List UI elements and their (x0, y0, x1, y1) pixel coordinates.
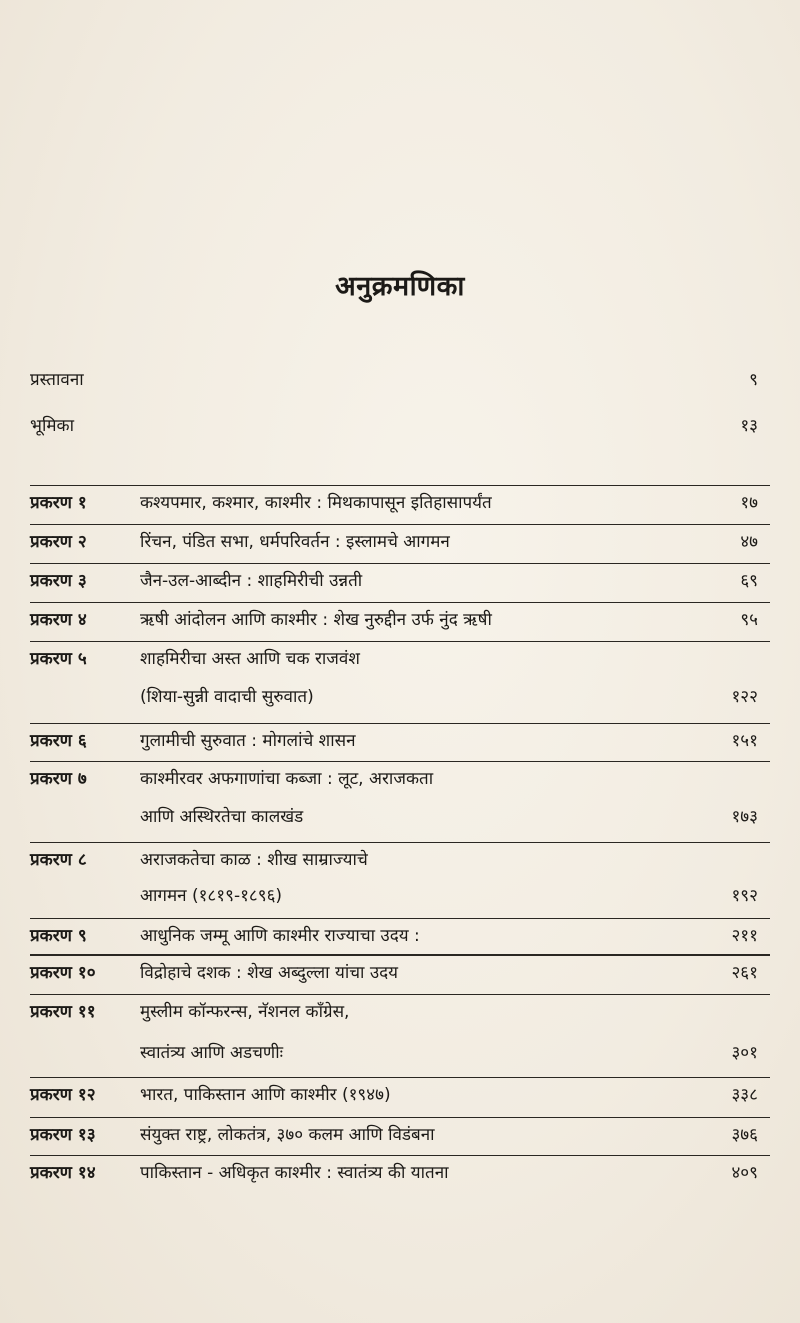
chapter-page: १७३ (731, 807, 758, 827)
chapter-page: ४०९ (731, 1163, 758, 1183)
chapter-page: ६९ (740, 571, 758, 591)
chapter-label: प्रकरण २ (30, 532, 87, 552)
toc-entry-chapter-10 (30, 954, 770, 990)
chapter-title: कश्यपमार, कश्मार, काश्मीर : मिथकापासून इतिहासापर्यंत (140, 493, 492, 513)
chapter-title: मुस्लीम कॉन्फरन्स, नॅशनल कॉंग्रेस, (140, 1002, 350, 1022)
toc-entry-preface (30, 363, 770, 397)
toc-entry-chapter-8-cont (30, 879, 770, 913)
chapter-page: ४७ (740, 532, 758, 552)
toc-entry-chapter-12 (30, 1077, 770, 1112)
chapter-label: प्रकरण १२ (30, 1085, 96, 1105)
toc-entry-chapter-11-cont (30, 1036, 770, 1070)
toc-entry-chapter-3 (30, 563, 770, 598)
chapter-page: १९२ (731, 886, 758, 906)
entry-page: ९ (749, 370, 758, 390)
chapter-title: ऋषी आंदोलन आणि काश्मीर : शेख नुरुद्दीन उर्फ नुंद ऋषी (140, 610, 492, 630)
chapter-page: १२२ (731, 687, 758, 707)
chapter-title: जैन-उल-आब्दीन : शाहमिरीची उन्नती (140, 571, 363, 591)
chapter-page: १५१ (731, 731, 758, 751)
toc-entry-chapter-11 (30, 994, 770, 1029)
toc-entry-introduction (30, 409, 770, 443)
chapter-page: ३०१ (731, 1043, 758, 1063)
chapter-label: प्रकरण ८ (30, 850, 87, 870)
chapter-label: प्रकरण ४ (30, 610, 87, 630)
chapter-title: गुलामीची सुरुवात : मोगलांचे शासन (140, 731, 356, 751)
chapter-page: ३३८ (731, 1085, 758, 1105)
chapter-label: प्रकरण ११ (30, 1002, 96, 1022)
page-title: अनुक्रमणिका (335, 271, 465, 302)
entry-label: भूमिका (30, 416, 74, 436)
chapter-label: प्रकरण ९ (30, 926, 87, 946)
chapter-label: प्रकरण ६ (30, 731, 87, 751)
chapter-label: प्रकरण १ (30, 493, 87, 513)
toc-entry-chapter-7 (30, 761, 770, 796)
chapter-page: ३७६ (731, 1125, 758, 1145)
chapter-label: प्रकरण १० (30, 963, 96, 983)
chapter-title: काश्मीरवर अफगाणांचा कब्जा : लूट, अराजकता (140, 769, 434, 789)
chapter-title-cont: (शिया-सुन्नी वादाची सुरुवात) (140, 687, 314, 707)
toc-entry-chapter-5-cont (30, 680, 770, 714)
chapter-title: पाकिस्तान - अधिकृत काश्मीर : स्वातंत्र्य की यातना (140, 1163, 449, 1183)
chapter-title: रिंचन, पंडित सभा, धर्मपरिवर्तन : इस्लामचे आगमन (140, 532, 450, 552)
chapter-title: विद्रोहाचे दशक : शेख अब्दुल्ला यांचा उदय (140, 963, 399, 983)
chapter-title: संयुक्त राष्ट्र, लोकतंत्र, ३७० कलम आणि विडंबना (140, 1125, 435, 1145)
toc-entry-chapter-7-cont (30, 800, 770, 834)
chapter-label: प्रकरण १४ (30, 1163, 96, 1183)
chapter-title: आधुनिक जम्मू आणि काश्मीर राज्याचा उदय : (140, 926, 420, 946)
chapter-label: प्रकरण ५ (30, 649, 87, 669)
toc-entry-chapter-14 (30, 1155, 770, 1190)
chapter-label: प्रकरण ७ (30, 769, 87, 789)
toc-entry-chapter-6 (30, 723, 770, 758)
toc-entry-chapter-9 (30, 918, 770, 953)
chapter-title-cont: स्वातंत्र्य आणि अडचणीः (140, 1043, 284, 1063)
chapter-title-cont: आगमन (१८१९-१८९६) (140, 886, 283, 906)
chapter-page: ९५ (740, 610, 758, 630)
chapter-label: प्रकरण १३ (30, 1125, 96, 1145)
toc-entry-chapter-4 (30, 602, 770, 637)
chapter-title: अराजकतेचा काळ : शीख साम्राज्याचे (140, 850, 368, 870)
chapter-page: २११ (731, 926, 758, 946)
toc-entry-chapter-5 (30, 641, 770, 676)
entry-page: १३ (740, 416, 758, 436)
chapter-page: २६१ (731, 963, 758, 983)
chapter-title-cont: आणि अस्थिरतेचा कालखंड (140, 807, 304, 827)
chapter-label: प्रकरण ३ (30, 571, 87, 591)
toc-entry-chapter-13 (30, 1117, 770, 1152)
chapter-title: शाहमिरीचा अस्त आणि चक राजवंश (140, 649, 360, 669)
entry-label: प्रस्तावना (30, 370, 84, 390)
chapter-title: भारत, पाकिस्तान आणि काश्मीर (१९४७) (140, 1085, 391, 1105)
toc-entry-chapter-2 (30, 524, 770, 559)
chapter-page: १७ (740, 493, 758, 513)
toc-entry-chapter-1 (30, 485, 770, 520)
toc-entry-chapter-8 (30, 842, 770, 877)
